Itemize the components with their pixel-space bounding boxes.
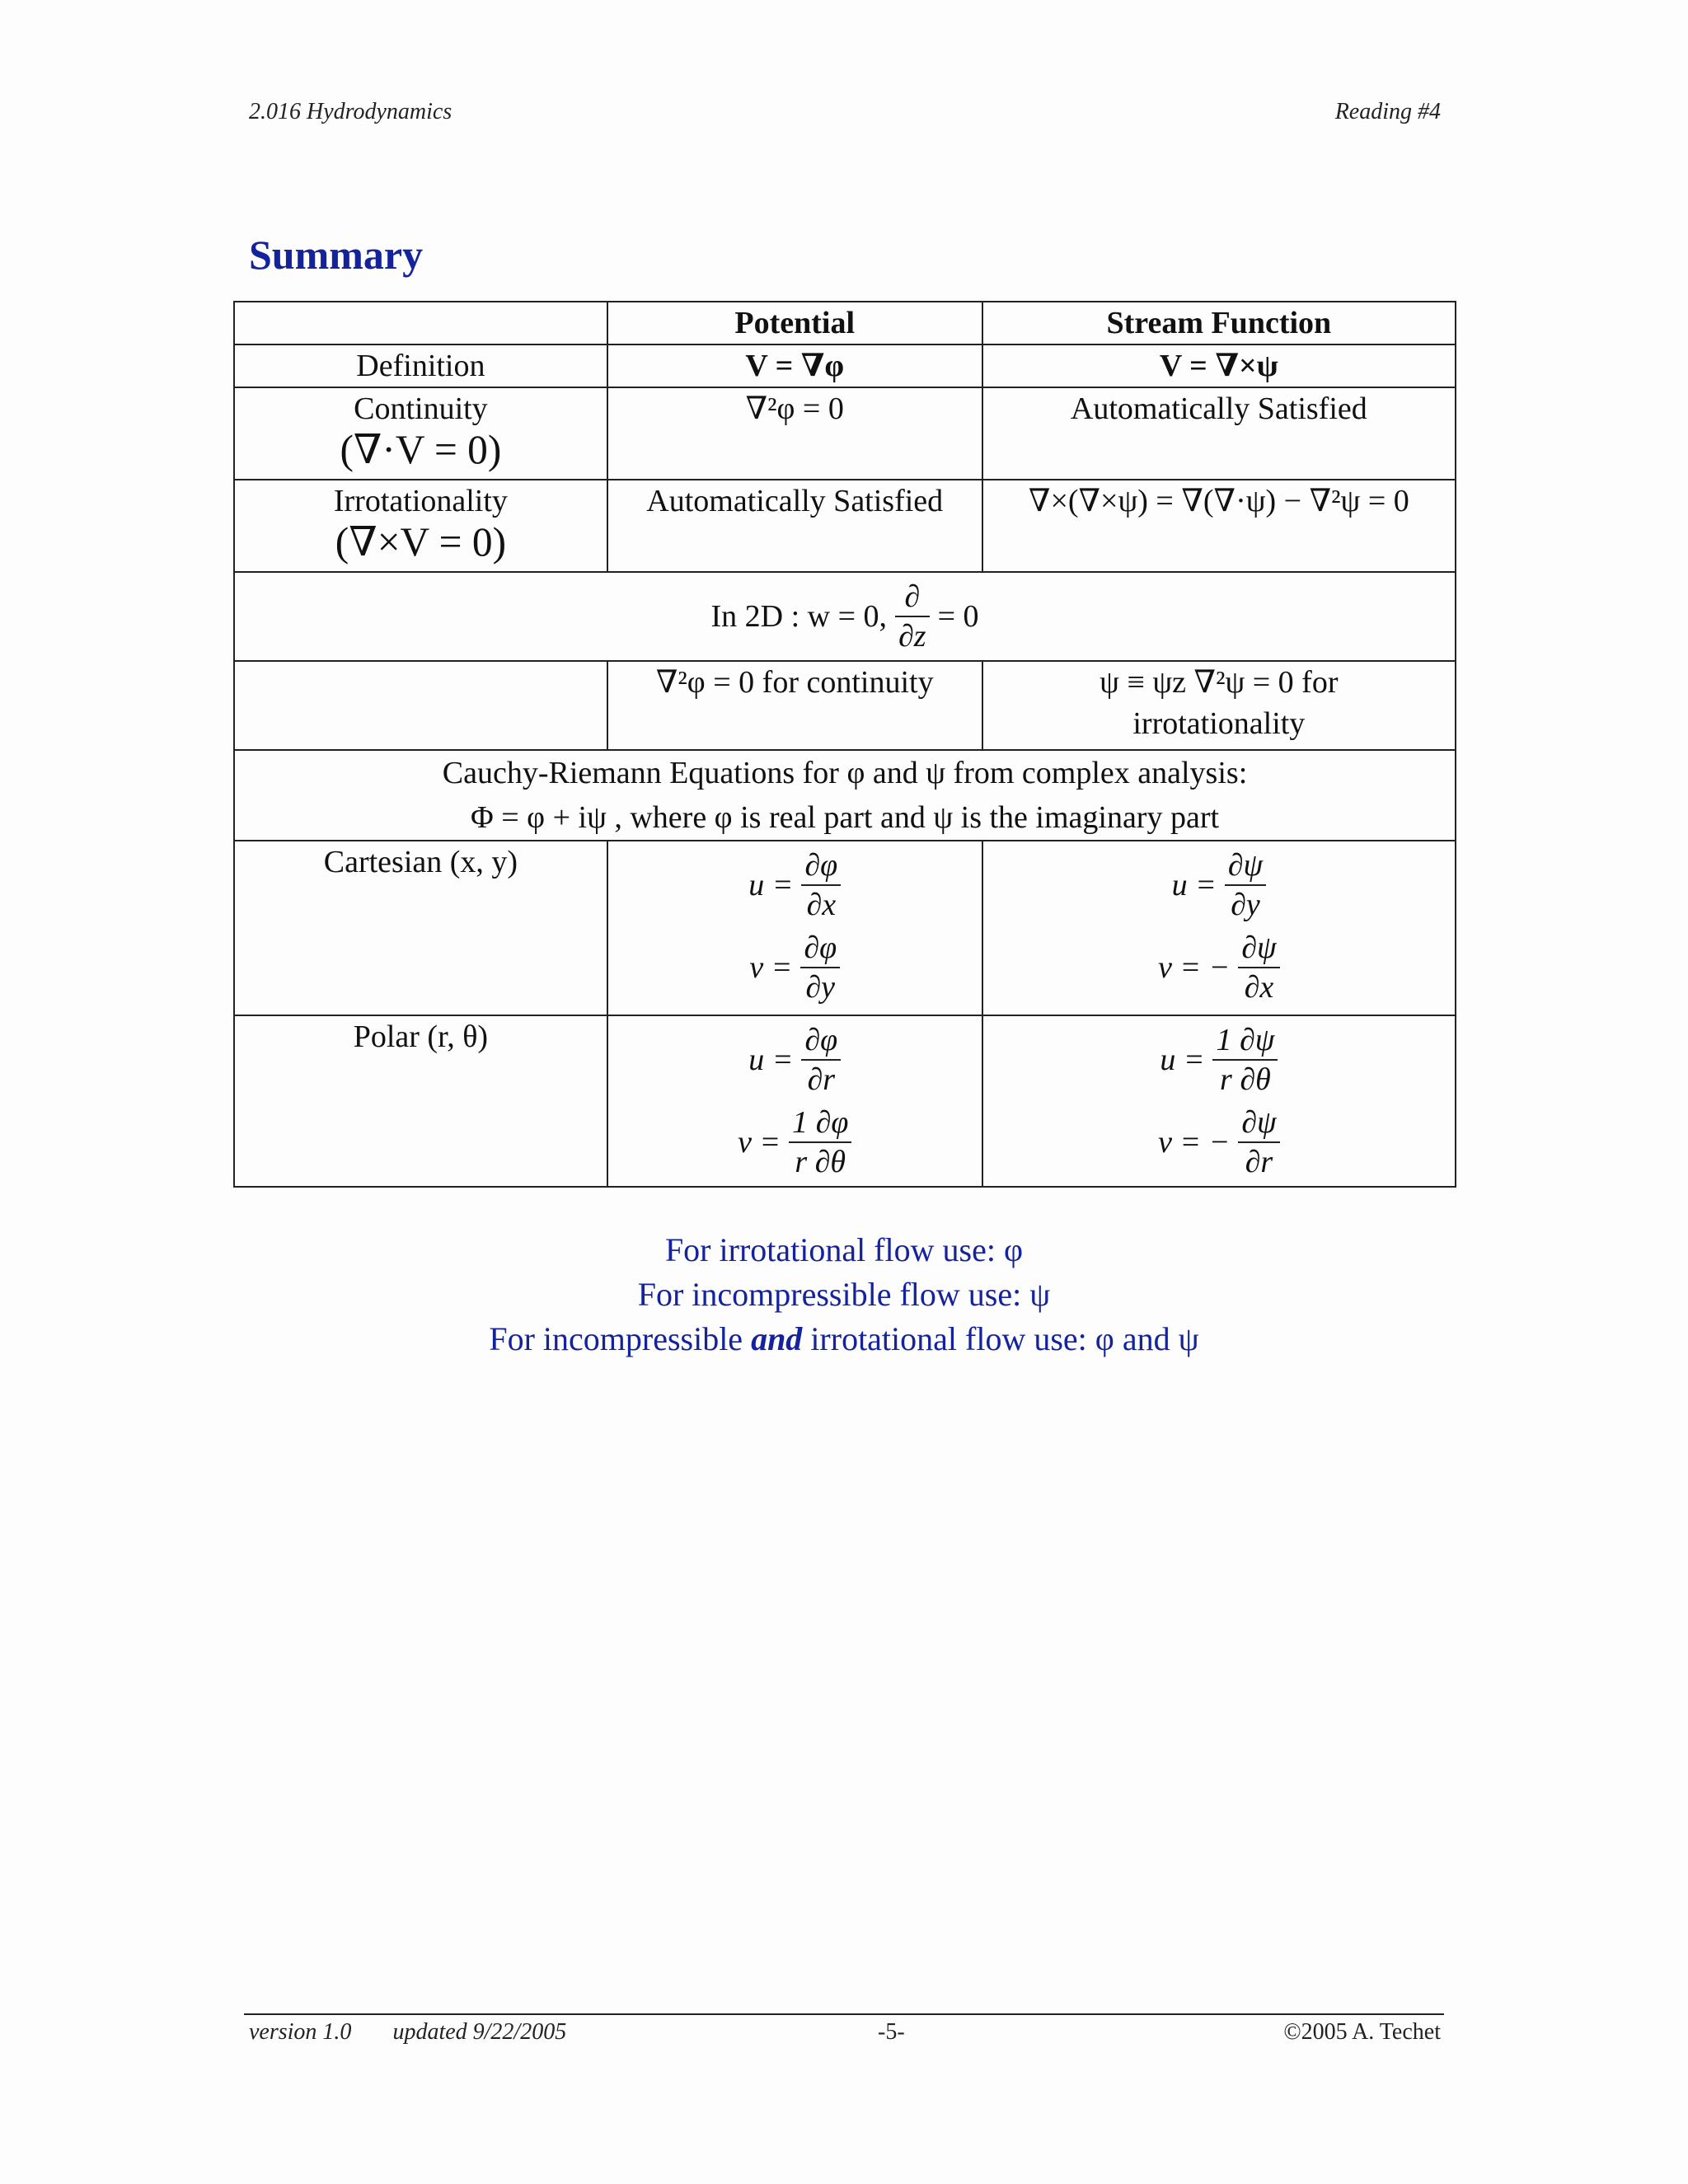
row-in2d [234,572,1456,661]
eq-num: ∂ψ [1238,1104,1279,1143]
polar-label: Polar (r, θ) [234,1015,607,1187]
2d-potential: ∇²φ = 0 for continuity [607,661,982,750]
eq-num: ∂φ [801,1021,841,1061]
polar-stream-u [990,1021,1448,1099]
continuity-potential: ∇²φ = 0 [607,387,982,480]
polar-stream [982,1015,1456,1187]
eq-num: 1 ∂ψ [1212,1021,1278,1061]
footer-version-text: version 1.0 [249,2019,352,2045]
header-potential: Potential [607,302,982,344]
eq-den: ∂y [805,970,836,1005]
eq-num: ∂ψ [1225,846,1266,886]
irrotationality-potential: Automatically Satisfied [607,480,982,572]
footer-page-number: -5- [878,2019,905,2045]
note-irrotational: For irrotational flow use: φ [664,1231,1024,1268]
in2d-rhs: = 0 [937,599,979,634]
eq-num: ∂ψ [1238,929,1279,968]
note-incompressible: For incompressible flow use: ψ [637,1276,1051,1313]
continuity-condition: (∇·V = 0) [340,427,502,472]
irrotationality-label: Irrotationality [333,484,508,518]
eq-lhs: v = − [1158,950,1231,985]
row-cartesian [234,841,1456,1015]
eq-lhs: v = [738,1125,781,1160]
eq-den: ∂x [806,888,837,922]
header-empty [234,302,607,344]
note-both-a: For incompressible [489,1320,752,1357]
irrotationality-condition: (∇×V = 0) [335,519,507,565]
eq-fraction [1225,846,1266,924]
polar-stream-v [990,1104,1448,1181]
eq-lhs: u = [748,868,794,902]
cartesian-stream-v [990,929,1448,1006]
eq-den: r ∂θ [795,1145,846,1179]
in2d-frac-den: ∂z [898,619,926,654]
eq-lhs: v = − [1158,1125,1231,1160]
row-cauchy-riemann [234,750,1456,841]
eq-fraction [1212,1021,1278,1099]
note-both-and: and [751,1320,803,1357]
cartesian-potential [607,841,982,1015]
cauchy-line1: Cauchy-Riemann Equations for φ and ψ from complex analysis: [442,756,1248,790]
eq-lhs: u = [1160,1043,1205,1077]
footer-rule [244,2013,1444,2015]
row-definition [234,344,1456,387]
row-polar [234,1015,1456,1187]
eq-lhs: v = [749,950,793,985]
header-course: 2.016 Hydrodynamics [249,99,452,124]
eq-lhs: u = [748,1043,794,1077]
continuity-label: Continuity [354,391,488,426]
in2d-equation [241,578,1448,655]
cauchy-line2: Φ = φ + iψ , where φ is real part and ψ is the imaginary part [470,800,1220,835]
footer-version [249,2019,566,2046]
in2d-text: In 2D : w = 0, [710,599,887,634]
eq-den: ∂r [1245,1145,1273,1179]
polar-potential-v [615,1104,975,1181]
eq-num: ∂φ [800,929,840,968]
2d-stream-line2: irrotationality [1132,706,1306,741]
in2d-fraction [895,578,930,655]
section-title: Summary [249,232,424,278]
eq-lhs: u = [1171,868,1217,902]
header-stream-function: Stream Function [982,302,1456,344]
continuity-stream: Automatically Satisfied [982,387,1456,480]
eq-fraction [801,846,841,924]
eq-fraction [789,1104,851,1181]
cartesian-label: Cartesian (x, y) [234,841,607,1015]
table-header-row [234,302,1456,344]
eq-fraction [801,1021,841,1099]
in2d-frac-num: ∂ [895,578,930,617]
row-continuity [234,387,1456,480]
eq-num: ∂φ [801,846,841,886]
note-both-c: irrotational flow use: φ and ψ [802,1320,1199,1357]
footer-updated: updated 9/22/2005 [392,2019,567,2045]
cartesian-potential-u [615,846,975,924]
eq-fraction [1238,1104,1279,1181]
polar-potential [607,1015,982,1187]
footer-copyright: ©2005 A. Techet [1283,2019,1441,2045]
cartesian-stream-u [990,846,1448,924]
eq-den: r ∂θ [1220,1062,1271,1097]
irrotationality-stream: ∇×(∇×ψ) = ∇(∇·ψ) − ∇²ψ = 0 [982,480,1456,572]
summary-table [233,301,1456,1188]
cartesian-potential-v [615,929,975,1006]
eq-den: ∂r [807,1062,836,1097]
eq-fraction [1238,929,1279,1006]
polar-potential-u [615,1021,975,1099]
note-both [0,1317,1688,1361]
2d-empty [234,661,607,750]
row-irrotationality [234,480,1456,572]
definition-stream: V = ∇×ψ [982,344,1456,387]
cartesian-stream [982,841,1456,1015]
eq-den: ∂y [1231,888,1260,922]
eq-den: ∂x [1244,970,1274,1005]
definition-label: Definition [234,344,607,387]
eq-num: 1 ∂φ [789,1104,851,1143]
usage-notes [0,1228,1688,1361]
eq-fraction [800,929,840,1006]
2d-stream-line1: ψ ≡ ψz ∇²ψ = 0 for [1100,665,1339,700]
row-2d-conditions [234,661,1456,750]
header-reading: Reading #4 [1334,99,1441,124]
definition-potential: V = ∇φ [607,344,982,387]
